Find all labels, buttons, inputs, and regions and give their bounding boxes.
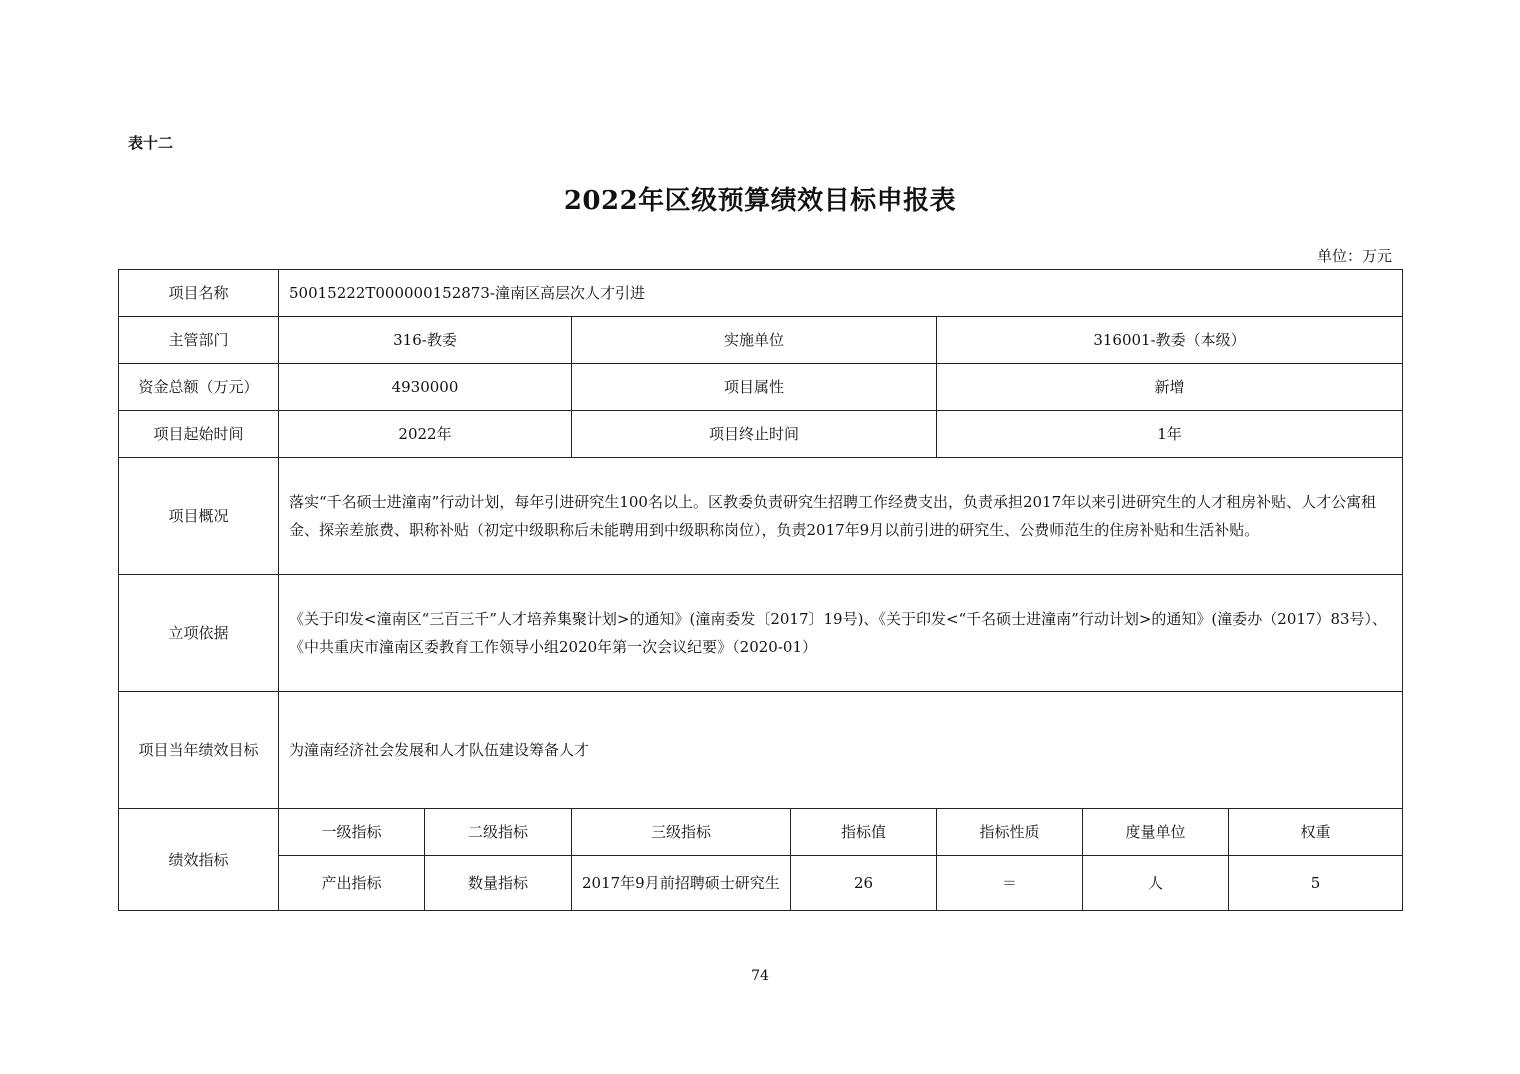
indicator-cell: 26: [791, 856, 937, 911]
fund-total-value: 4930000: [279, 364, 572, 411]
unit-note: 单位：万元: [1316, 247, 1392, 265]
row-fund: [119, 364, 1403, 411]
indicator-cell: 5: [1229, 856, 1403, 911]
indicator-header-row: [119, 809, 1403, 856]
indicator-header: 二级指标: [425, 809, 572, 856]
indicator-cell: 数量指标: [425, 856, 572, 911]
goal-value: 为潼南经济社会发展和人才队伍建设筹备人才: [279, 692, 1403, 809]
start-time-value: 2022年: [279, 411, 572, 458]
implementing-unit-value: 316001-教委（本级）: [937, 317, 1403, 364]
overview-label: 项目概况: [119, 458, 279, 575]
indicator-header: 三级指标: [572, 809, 791, 856]
indicator-header: 一级指标: [279, 809, 425, 856]
indicator-header: 度量单位: [1083, 809, 1229, 856]
table-label: 表十二: [128, 134, 174, 152]
indicator-cell: 人: [1083, 856, 1229, 911]
fund-total-label: 资金总额（万元）: [119, 364, 279, 411]
basis-label: 立项依据: [119, 575, 279, 692]
row-time: [119, 411, 1403, 458]
indicator-header: 指标性质: [937, 809, 1083, 856]
row-project-name: [119, 270, 1403, 317]
indicator-header: 权重: [1229, 809, 1403, 856]
implementing-unit-label: 实施单位: [572, 317, 937, 364]
document-title: 2022年区级预算绩效目标申报表: [563, 186, 957, 216]
project-attribute-value: 新增: [937, 364, 1403, 411]
row-goal: [119, 692, 1403, 809]
row-basis: [119, 575, 1403, 692]
indicator-cell: ＝: [937, 856, 1083, 911]
department-label: 主管部门: [119, 317, 279, 364]
end-time-value: 1年: [937, 411, 1403, 458]
row-department: [119, 317, 1403, 364]
indicator-cell: 产出指标: [279, 856, 425, 911]
indicator-cell: 2017年9月前招聘硕士研究生: [572, 856, 791, 911]
project-name-label: 项目名称: [119, 270, 279, 317]
indicator-header: 指标值: [791, 809, 937, 856]
start-time-label: 项目起始时间: [119, 411, 279, 458]
indicator-row: [119, 856, 1403, 911]
basis-value: 《关于印发<潼南区“三百三千”人才培养集聚计划>的通知》(潼南委发〔2017〕19号)、《关于印发<“千名硕士进潼南”行动计划>的通知》(潼委办（2017）83号）、《中共重庆市潼南区委教育工作领导小组2020年第一次会议纪要》（2020-01）: [279, 575, 1403, 692]
row-overview: [119, 458, 1403, 575]
department-value: 316-教委: [279, 317, 572, 364]
page-number: 74: [751, 968, 769, 984]
goal-label: 项目当年绩效目标: [119, 692, 279, 809]
end-time-label: 项目终止时间: [572, 411, 937, 458]
budget-form-table: [118, 269, 1403, 911]
indicators-label: 绩效指标: [119, 809, 279, 911]
overview-value: 落实“千名硕士进潼南”行动计划，每年引进研究生100名以上。区教委负责研究生招聘工作经费支出，负责承担2017年以来引进研究生的人才租房补贴、人才公寓租金、探亲差旅费、职称补贴（初定中级职称后未能聘用到中级职称岗位），负责2017年9月以前引进的研究生、公费师范生的住房补贴和生活补贴。: [279, 458, 1403, 575]
project-name-value: 50015222T000000152873-潼南区高层次人才引进: [279, 270, 1403, 317]
project-attribute-label: 项目属性: [572, 364, 937, 411]
